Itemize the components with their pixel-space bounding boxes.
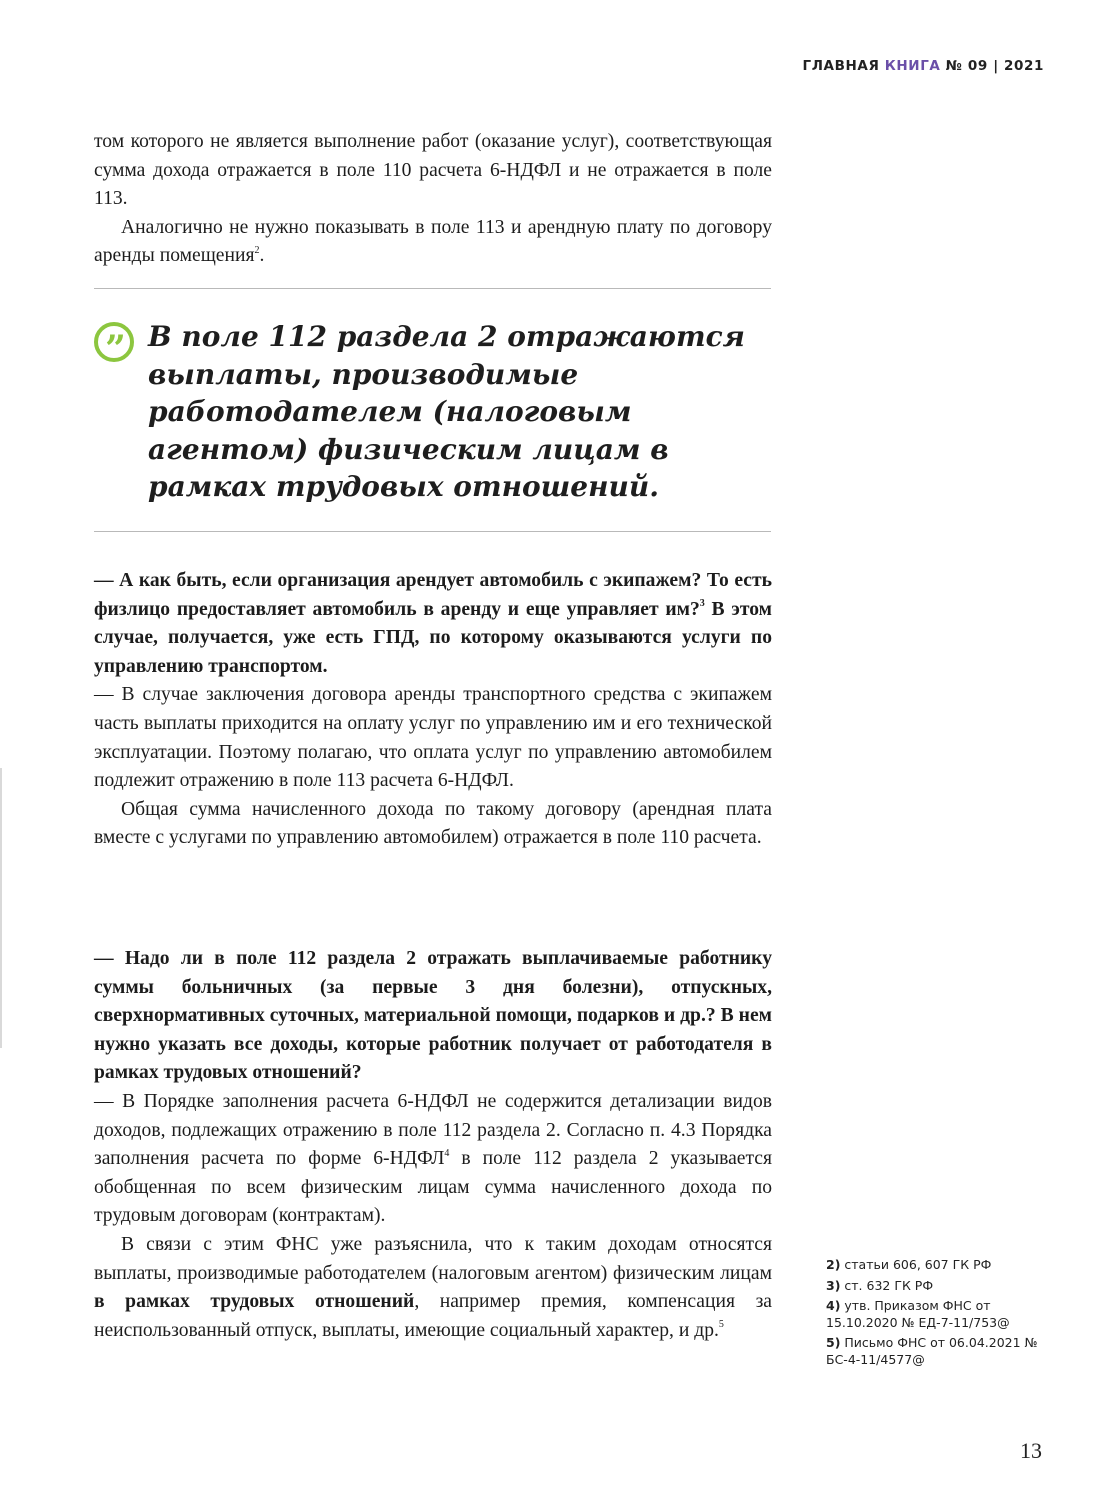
footnote-ref[interactable]: 2 (254, 244, 260, 256)
answer: — В случае заключения договора аренды транспортного средства с экипажем часть выплаты приходится на оплату услуг по управлению им и его технической эксплуатации. Поэтому полагаю, что оплата услуг по управлению автомобилем подлежит отражению в поле 113 расчета 6-НДФЛ. (94, 684, 772, 792)
pull-quote-text: В поле 112 раздела 2 отражаются выплаты, производимые работодателем (налоговым агентом) физическим лицам в рамках трудовых отношений. (148, 320, 745, 503)
quote-marks-icon: ” (94, 322, 134, 362)
divider (94, 288, 771, 289)
emphasis: в рамках трудовых отношений (94, 1291, 415, 1313)
divider (94, 531, 771, 532)
footnote: 3) ст. 632 ГК РФ (826, 1277, 934, 1293)
question: — А как быть, если организация арендует автомобиль с экипажем? То есть физлицо предоставляет автомобиль в аренду и еще управляет им?$^3$ В этом случае, получается, уже есть ГПД, по которому оказываются услуги по управлению транспортом. (94, 570, 772, 677)
answer: — В Порядке заполнения расчета 6-НДФЛ не содержится детализации видов доходов, подлежащих отражению в поле 112 раздела 2. Согласно п. 4.3 Порядка заполнения расчета по форме 6-НДФЛ$^4$ в поле 112 раздела 2 указывается обобщенная по всем физическим лицам сумма начисленного дохода по трудовым договорам (контрактам). (94, 1090, 773, 1227)
footnote-ref[interactable]: 4 (444, 1147, 450, 1159)
question: — Надо ли в поле 112 раздела 2 отражать выплачиваемые работнику суммы больничных (за первые 3 дня болезни), отпускных, сверхнормативных суточных, материальной помощи, подарков и др.? В нем нужно указать все доходы, которые работник получает от работодателя в рамках трудовых отношений? (94, 948, 772, 1084)
qa-block-2 (94, 945, 772, 1345)
page-number: 13 (1020, 1438, 1042, 1463)
brand-name: ГЛАВНАЯ (802, 58, 880, 74)
footnote-ref[interactable]: 3 (699, 598, 705, 610)
footnote: 5) Письмо ФНС от 06.04.2021 № БС-4-11/4577@ (826, 1335, 1038, 1367)
paragraph: В связи с этим ФНС уже разъяснила, что к таким доходам относятся выплаты, производимые работодателем (налоговым агентом) физическим лицам в рамках трудовых отношений, например премия, компенсация за неиспользованный отпуск, выплаты, имеющие социальный характер, и др.$^5$ (94, 1233, 773, 1341)
paragraph: том которого не является выполнение работ (оказание услуг), соответствующая сумма дохода отражается в поле 110 расчета 6-НДФЛ и не отражается в поле 113. (94, 131, 772, 210)
footnote: 2) статьи 606, 607 ГК РФ (826, 1257, 992, 1272)
page-edge-mark (0, 768, 2, 1048)
footnote-ref[interactable]: 5 (718, 1319, 724, 1331)
brand-accent: КНИГА (884, 58, 941, 74)
footnote: 4) утв. Приказом ФНС от 15.10.2020 № ЕД-7-11/753@ (826, 1298, 1010, 1330)
intro-text (94, 128, 772, 271)
page-header (803, 58, 1044, 74)
footnotes (826, 1257, 1066, 1372)
paragraph: Аналогично не нужно показывать в поле 113 и арендную плату по договору аренды помещения$^2$. (94, 216, 772, 267)
pull-quote (94, 318, 772, 506)
issue-number: № 09 | 2021 (945, 58, 1044, 74)
paragraph: Общая сумма начисленного дохода по такому договору (арендная плата вместе с услугами по управлению автомобилем) отражается в поле 110 расчета. (94, 798, 772, 849)
qa-block-1 (94, 567, 772, 853)
